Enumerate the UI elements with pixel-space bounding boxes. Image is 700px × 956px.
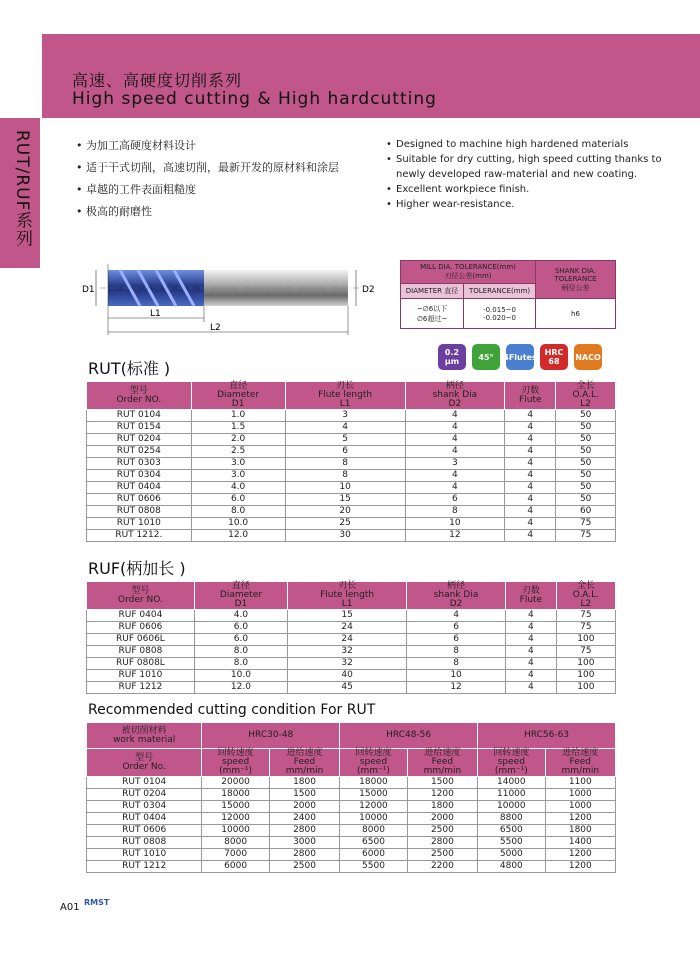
label-d2: D2 (362, 285, 375, 295)
table-cell: RUT 0104 (87, 410, 192, 422)
table-cell: 50 (556, 482, 616, 494)
table-cell: 8000 (340, 825, 408, 837)
table-cell: RUT 0104 (87, 777, 202, 789)
table-cell: RUF 0808L (87, 658, 195, 670)
cutting-title: Recommended cutting condition For RUT (88, 702, 376, 718)
table-cell: 3.0 (191, 458, 285, 470)
table-cell: 50 (556, 434, 616, 446)
table-cell: 45 (288, 682, 407, 694)
table-row (87, 622, 616, 634)
material-header: 被切削材料 work material (87, 723, 202, 749)
table-cell: 2500 (407, 849, 477, 861)
table-cell: 6000 (340, 849, 408, 861)
ruf-title: RUF(柄加长 ) (88, 559, 186, 578)
rut-table (86, 381, 616, 542)
brand-logo: RMST (84, 898, 110, 907)
model-header: 型号 Order No. (87, 749, 202, 777)
table-cell: 2800 (407, 837, 477, 849)
table-cell: 24 (288, 634, 407, 646)
table-cell: 4 (405, 410, 505, 422)
hardness-icon: HRC 68 (540, 344, 568, 370)
table-cell: 4 (405, 434, 505, 446)
table-row (87, 446, 616, 458)
table-cell: 4 (505, 634, 556, 646)
feature-badges (438, 344, 602, 370)
table-cell: 8 (285, 470, 405, 482)
feature-en-item: • Designed to machine high hardened materials (386, 137, 686, 152)
table-cell: 2.5 (191, 446, 285, 458)
table-cell: RUT 0404 (87, 813, 202, 825)
table-cell: 1800 (269, 777, 339, 789)
table-cell: 1200 (545, 813, 615, 825)
table-cell: 1000 (545, 801, 615, 813)
feature-cn-item: • 卓越的工件表面粗糙度 (76, 179, 339, 201)
col-header: 型号 Order NO. (87, 382, 192, 410)
table-cell: 2500 (269, 861, 339, 873)
surface-roughness-icon: 0.2 μm (438, 344, 466, 370)
table-cell: 1100 (545, 777, 615, 789)
table-row (87, 634, 616, 646)
table-cell: RUF 1010 (87, 670, 195, 682)
feature-cn-item: • 为加工高硬度材料设计 (76, 135, 339, 157)
col-header: 柄径 shank Dia D2 (407, 582, 506, 610)
table-cell: 5000 (478, 849, 546, 861)
speed-header: 回转速度 speed (mm⁻¹) (340, 749, 408, 777)
table-cell: 5500 (340, 861, 408, 873)
table-cell: 10 (405, 518, 505, 530)
table-cell: 4 (505, 422, 556, 434)
table-cell: 4 (405, 422, 505, 434)
table-cell: 2000 (269, 801, 339, 813)
side-tab-label: RUT/RUF系列 (12, 130, 32, 248)
table-cell: RUT 0154 (87, 422, 192, 434)
table-cell: 40 (288, 670, 407, 682)
table-cell: 4 (405, 470, 505, 482)
label-l1: L1 (150, 309, 161, 319)
table-cell: 32 (288, 646, 407, 658)
tol-mill-header-cn: 刃径公差(mm) (444, 272, 492, 280)
table-cell: 7000 (202, 849, 270, 861)
table-cell: 6.0 (194, 634, 287, 646)
table-cell: 12.0 (194, 682, 287, 694)
table-cell: 1200 (545, 849, 615, 861)
tol-tol-values: -0.015~0 -0.020~0 (464, 299, 536, 329)
feature-en-item: • Higher wear-resistance. (386, 197, 686, 212)
feed-header: 进给速度 Feed mm/min (407, 749, 477, 777)
table-cell: 20 (285, 506, 405, 518)
table-row (87, 610, 616, 622)
table-row (87, 849, 616, 861)
table-cell: 3000 (269, 837, 339, 849)
table-cell: 4 (505, 434, 556, 446)
table-cell: 4 (505, 622, 556, 634)
table-cell: 2.0 (191, 434, 285, 446)
hardness-group-header: HRC56-63 (478, 723, 616, 749)
table-cell: RUT 1212 (87, 861, 202, 873)
table-cell: 25 (285, 518, 405, 530)
table-row (87, 494, 616, 506)
tol-shank-header-cn: 柄径公差 (561, 283, 590, 292)
table-cell: 4 (505, 610, 556, 622)
table-cell: 4 (285, 422, 405, 434)
table-cell: 12000 (202, 813, 270, 825)
table-cell: 1800 (407, 801, 477, 813)
table-cell: RUF 0606 (87, 622, 195, 634)
table-cell: RUT 0204 (87, 789, 202, 801)
table-cell: 4 (407, 610, 506, 622)
table-cell: RUT 1010 (87, 849, 202, 861)
table-cell: RUT 1010 (87, 518, 192, 530)
table-cell: 75 (556, 530, 616, 542)
table-cell: 3 (285, 410, 405, 422)
table-cell: RUT 0304 (87, 470, 192, 482)
table-cell: 8 (407, 646, 506, 658)
table-row (87, 670, 616, 682)
table-cell: 15000 (340, 789, 408, 801)
col-header: 全长 O.A.L. L2 (556, 582, 615, 610)
table-row (87, 470, 616, 482)
col-header: 柄径 shank Dia D2 (405, 382, 505, 410)
table-cell: 4 (505, 506, 556, 518)
table-cell: 6 (407, 622, 506, 634)
table-cell: 6000 (202, 861, 270, 873)
table-cell: 18000 (202, 789, 270, 801)
table-cell: 1200 (545, 861, 615, 873)
table-cell: 6.0 (191, 494, 285, 506)
hardness-group-header: HRC48-56 (340, 723, 478, 749)
col-header: 刃长 Flute length L1 (285, 382, 405, 410)
table-cell: 1.0 (191, 410, 285, 422)
table-row (87, 861, 616, 873)
table-cell: 8800 (478, 813, 546, 825)
table-cell: 10.0 (191, 518, 285, 530)
table-cell: 2400 (269, 813, 339, 825)
table-cell: 100 (556, 682, 615, 694)
table-row (87, 458, 616, 470)
table-cell: 2800 (269, 825, 339, 837)
table-cell: 6.0 (194, 622, 287, 634)
table-cell: 75 (556, 518, 616, 530)
table-cell: 20000 (202, 777, 270, 789)
speed-header: 回转速度 speed (mm⁻¹) (202, 749, 270, 777)
table-row (87, 777, 616, 789)
table-cell: RUF 0808 (87, 646, 195, 658)
flutes-icon: 4Flutes (506, 344, 534, 370)
table-cell: 12000 (340, 801, 408, 813)
table-cell: 4 (505, 646, 556, 658)
table-cell: 11000 (478, 789, 546, 801)
table-cell: 50 (556, 446, 616, 458)
feature-en-item: • Excellent workpiece finish. (386, 182, 686, 197)
label-l2: L2 (210, 323, 221, 333)
table-cell: 8 (407, 658, 506, 670)
table-cell: 1800 (545, 825, 615, 837)
helix-angle-icon: 45° (472, 344, 500, 370)
table-cell: 50 (556, 470, 616, 482)
table-cell: 15000 (202, 801, 270, 813)
table-cell: 4800 (478, 861, 546, 873)
table-cell: 4 (505, 410, 556, 422)
table-cell: 1500 (269, 789, 339, 801)
table-cell: 8.0 (191, 506, 285, 518)
table-cell: 6500 (478, 825, 546, 837)
coating-icon: NACO (574, 344, 602, 370)
table-row (87, 837, 616, 849)
table-cell: 5500 (478, 837, 546, 849)
table-cell: 75 (556, 646, 615, 658)
table-cell: 18000 (340, 777, 408, 789)
table-cell: 50 (556, 422, 616, 434)
table-row (87, 658, 616, 670)
table-cell: RUF 0404 (87, 610, 195, 622)
table-cell: 12 (405, 530, 505, 542)
ruf-table (86, 581, 616, 694)
features-en (386, 137, 686, 212)
table-row (87, 434, 616, 446)
table-cell: 50 (556, 410, 616, 422)
table-cell: 2800 (269, 849, 339, 861)
table-cell: RUT 1212. (87, 530, 192, 542)
table-cell: 8000 (202, 837, 270, 849)
table-cell: 6 (405, 494, 505, 506)
feature-en-item: • Suitable for dry cutting, high speed cutting thanks to newly developed raw-material and new coating. (386, 152, 686, 182)
table-cell: 1500 (407, 777, 477, 789)
col-header: 刃数 Flute (505, 582, 556, 610)
col-header: 型号 Order NO. (87, 582, 195, 610)
end-mill-drawing (80, 250, 380, 350)
rut-title: RUT(标准 ) (88, 359, 171, 378)
table-cell: 8 (285, 458, 405, 470)
table-cell: 60 (556, 506, 616, 518)
table-cell: 8.0 (194, 646, 287, 658)
table-cell: RUT 0254 (87, 446, 192, 458)
tol-dia-header: DIAMETER 直径 (401, 284, 464, 299)
table-cell: 4.0 (194, 610, 287, 622)
table-cell: 75 (556, 610, 615, 622)
table-cell: 4 (505, 494, 556, 506)
table-cell: 14000 (478, 777, 546, 789)
table-cell: 6 (285, 446, 405, 458)
table-cell: 100 (556, 670, 615, 682)
table-cell: RUF 0606L (87, 634, 195, 646)
label-d1: D1 (82, 285, 95, 295)
table-row (87, 825, 616, 837)
tol-shank-header: SHANK DIA. TOLERANCE (554, 266, 597, 283)
table-cell: 2200 (407, 861, 477, 873)
table-cell: RUT 0606 (87, 494, 192, 506)
table-cell: 1200 (407, 789, 477, 801)
table-row (87, 801, 616, 813)
table-cell: 12 (407, 682, 506, 694)
table-cell: 15 (288, 610, 407, 622)
table-cell: 50 (556, 494, 616, 506)
table-cell: 10000 (478, 801, 546, 813)
table-row (87, 530, 616, 542)
table-cell: 32 (288, 658, 407, 670)
tolerance-table (400, 260, 616, 329)
table-cell: 10.0 (194, 670, 287, 682)
table-cell: 8 (405, 506, 505, 518)
table-cell: 6 (407, 634, 506, 646)
page-title-cn: 高速、高硬度切削系列 (72, 71, 243, 90)
col-header: 直径 Diameter D1 (194, 582, 287, 610)
table-cell: RUT 0808 (87, 837, 202, 849)
table-cell: 4 (505, 458, 556, 470)
table-cell: 30 (285, 530, 405, 542)
table-cell: 4 (505, 670, 556, 682)
table-row (87, 813, 616, 825)
table-row (87, 506, 616, 518)
table-row (87, 482, 616, 494)
table-cell: 1.5 (191, 422, 285, 434)
table-cell: RUT 0404 (87, 482, 192, 494)
col-header: 全长 O.A.L. L2 (556, 382, 616, 410)
feature-cn-item: • 适于干式切削，高速切削，最新开发的原材料和涂层 (76, 157, 339, 179)
table-cell: 4 (505, 682, 556, 694)
table-cell: 2000 (407, 813, 477, 825)
table-cell: 1000 (545, 789, 615, 801)
table-cell: 75 (556, 622, 615, 634)
table-row (87, 789, 616, 801)
table-cell: RUT 0304 (87, 801, 202, 813)
table-cell: 4 (405, 482, 505, 494)
feed-header: 进给速度 Feed mm/min (269, 749, 339, 777)
table-cell: 10 (285, 482, 405, 494)
table-cell: 6500 (340, 837, 408, 849)
features-cn (76, 135, 339, 223)
table-cell: 4 (505, 658, 556, 670)
table-cell: 4 (505, 518, 556, 530)
table-cell: 8.0 (194, 658, 287, 670)
table-cell: 12.0 (191, 530, 285, 542)
col-header: 刃长 Flute length L1 (288, 582, 407, 610)
tol-shank-value: h6 (536, 299, 616, 329)
cutting-table (86, 722, 616, 873)
feature-cn-item: • 极高的耐磨性 (76, 201, 339, 223)
table-cell: 4 (505, 470, 556, 482)
table-cell: 50 (556, 458, 616, 470)
feed-header: 进给速度 Feed mm/min (545, 749, 615, 777)
table-row (87, 518, 616, 530)
table-cell: 4 (505, 446, 556, 458)
tol-tol-header: TOLERANCE(mm) (464, 284, 536, 299)
table-row (87, 682, 616, 694)
table-cell: 10000 (202, 825, 270, 837)
col-header: 直径 Diameter D1 (191, 382, 285, 410)
speed-header: 回转速度 speed (mm⁻¹) (478, 749, 546, 777)
table-cell: 4 (405, 446, 505, 458)
table-cell: 24 (288, 622, 407, 634)
table-row (87, 410, 616, 422)
table-cell: 3 (405, 458, 505, 470)
tol-mill-header: MILL DIA. TOLERANCE(mm) (420, 263, 516, 271)
table-cell: 100 (556, 658, 615, 670)
table-cell: RUT 0204 (87, 434, 192, 446)
table-row (87, 422, 616, 434)
col-header: 刃数 Flute (505, 382, 556, 410)
table-cell: 15 (285, 494, 405, 506)
page-number: A01 (60, 902, 80, 913)
table-cell: RUT 0808 (87, 506, 192, 518)
table-cell: 10 (407, 670, 506, 682)
table-cell: 10000 (340, 813, 408, 825)
table-cell: 2500 (407, 825, 477, 837)
table-cell: 1400 (545, 837, 615, 849)
table-cell: RUT 0606 (87, 825, 202, 837)
table-cell: RUF 1212 (87, 682, 195, 694)
table-cell: RUT 0303 (87, 458, 192, 470)
table-cell: 4.0 (191, 482, 285, 494)
page-title-en: High speed cutting & High hardcutting (72, 89, 437, 109)
table-row (87, 646, 616, 658)
table-cell: 4 (505, 530, 556, 542)
hardness-group-header: HRC30-48 (202, 723, 340, 749)
table-cell: 5 (285, 434, 405, 446)
table-cell: 4 (505, 482, 556, 494)
table-cell: 100 (556, 634, 615, 646)
tol-dia-values: ~∅6以下 ∅6超过~ (401, 299, 464, 329)
table-cell: 3.0 (191, 470, 285, 482)
